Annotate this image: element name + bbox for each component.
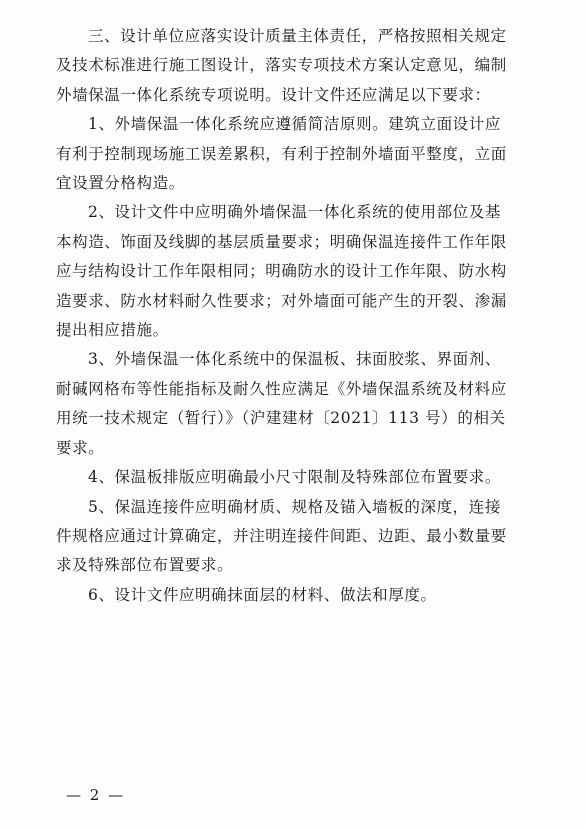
paragraph-item-3: [56, 345, 542, 463]
document-body: [56, 22, 542, 610]
text-line: 要求。: [56, 438, 105, 457]
text-line: 三、设计单位应落实设计质量主体责任，严格按照相关规定: [88, 27, 507, 45]
page-number: — 2 —: [66, 786, 126, 804]
paragraph-item-5: [56, 493, 542, 581]
text-line: 本构造、饰面及线脚的基层质量要求；明确保温连接件工作年限: [56, 232, 507, 251]
text-line: 6、设计文件应明确抹面层的材料、做法和厚度。: [88, 585, 437, 604]
text-line: 外墙保温一体化系统专项说明。设计文件还应满足以下要求：: [56, 85, 491, 104]
text-line: 应与结构设计工作年限相同；明确防水的设计工作年限、防水构: [56, 262, 507, 281]
text-line: 件规格应通过计算确定，并注明连接件间距、边距、最小数量要: [56, 526, 507, 545]
text-line: 求及特殊部位布置要求。: [56, 556, 234, 575]
text-line: 及技术标准进行施工图设计，落实专项技术方案认定意见，编制: [56, 56, 507, 75]
text-line: 提出相应措施。: [56, 321, 169, 340]
paragraph-item-6: [56, 581, 542, 610]
text-line: 造要求、防水材料耐久性要求；对外墙面可能产生的开裂、渗漏: [56, 291, 507, 310]
paragraph-item-1: [56, 110, 542, 198]
text-line: 耐碱网格布等性能指标及耐久性应满足《外墙保温系统及材料应: [56, 379, 507, 398]
text-line: 2、设计文件中应明确外墙保温一体化系统的使用部位及基: [88, 203, 501, 222]
text-line: 宜设置分格构造。: [56, 174, 185, 193]
paragraph-item-2: [56, 198, 542, 345]
paragraph-design-responsibility: [56, 22, 542, 110]
text-line: 用统一技术规定（暂行）》（沪建建材〔2021〕113 号）的相关: [56, 409, 506, 428]
text-line: 有利于控制现场施工误差累积，有利于控制外墙面平整度，立面: [56, 144, 507, 163]
paragraph-item-4: [56, 463, 542, 492]
text-line: 5、保温连接件应明确材质、规格及锚入墙板的深度，连接: [88, 497, 501, 516]
text-line: 3、外墙保温一体化系统中的保温板、抹面胶浆、界面剂、: [88, 350, 501, 369]
text-line: 1、外墙保温一体化系统应遵循简洁原则。建筑立面设计应: [88, 115, 501, 134]
text-line: 4、保温板排版应明确最小尺寸限制及特殊部位布置要求。: [88, 468, 501, 487]
